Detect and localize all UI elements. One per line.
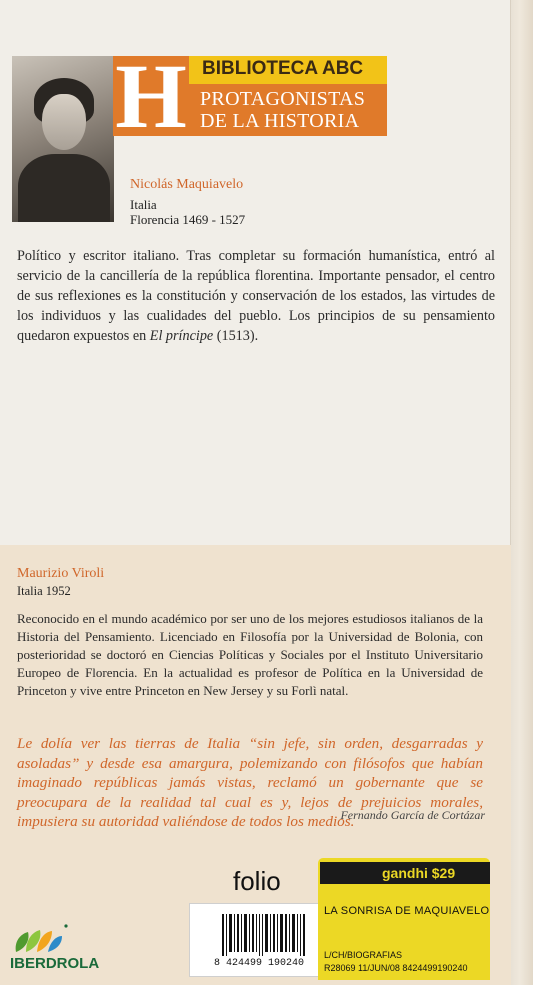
publisher-logo: folio (233, 866, 281, 896)
barcode-label (189, 903, 321, 977)
sticker-price: gandhi $29 (320, 862, 490, 884)
portrait-image (12, 56, 114, 222)
portrait-face (42, 94, 86, 150)
subject-bio-text: Político y escritor italiano. Tras completar su formación humanística, entró al servicio de la cancillería de la república florentina. Importante pensador, el centro de sus reflexiones es la constitución y conservación de los estados, las virtudes de los individuos y las cualidades del pueblo. Los principios de su pensamiento quedaron expuestos en (17, 248, 495, 344)
sponsor-logo-text: IBERDROLA (10, 955, 100, 972)
subject-name: Nicolás Maquiavelo (130, 177, 244, 192)
subject-dates: Florencia 1469 - 1527 (130, 212, 246, 227)
barcode-number: 8 424499 190240 (214, 958, 305, 969)
sticker-category: L/CH/BIOGRAFIAS (324, 950, 403, 960)
author-biography: Reconocido en el mundo académico por ser uno de los mejores estudiosos italianos de la Historia del Pensamiento. Licenciado en Filosofía por la Universidad de Bolonia, con posterioridad se doctoró en Ciencias Políticas y Sociales por el Instituto Universitario Europeo de Florencia. En la actualidad es profesor de Política en la Universidad de Princeton y vive entre Princeton en New Jersey y su Forlì natal. (17, 611, 483, 698)
barcode-icon (222, 914, 306, 956)
collection-title-line2: DE LA HISTORIA (200, 110, 360, 132)
collection-title-line1: PROTAGONISTAS (200, 88, 366, 110)
sticker-code-line: R28069 11/JUN/08 8424499190240 (324, 963, 468, 973)
subject-biography (17, 246, 495, 346)
pull-quote: Le dolía ver las tierras de Italia “sin jefe, sin orden, desgarradas y asoladas” y desde esa amargura, polemizando con filósofos que habían imaginado repúblicas jamás vistas, reclamó un gobernante que se preocupara de la realidad tal cual es y, lejos de prejuicios morales, impusiera su autoridad valiéndose de todos los medios. (17, 735, 483, 830)
portrait-body (18, 154, 110, 222)
author-meta: Italia 1952 (17, 584, 71, 598)
subject-country: Italia (130, 197, 157, 212)
h-logo-letter: H (115, 45, 187, 147)
quote-author: Fernando García de Cortázar (340, 808, 485, 822)
subject-bio-book-title: El príncipe (149, 328, 214, 344)
series-label: BIBLIOTECA ABC (202, 58, 364, 79)
iberdrola-logo-icon (10, 918, 70, 958)
sticker-book-title: LA SONRISA DE MAQUIAVELO (324, 905, 490, 917)
author-name: Maurizio Viroli (17, 566, 105, 581)
book-spine-edge (511, 0, 533, 985)
subject-bio-year: (1513). (213, 328, 259, 344)
